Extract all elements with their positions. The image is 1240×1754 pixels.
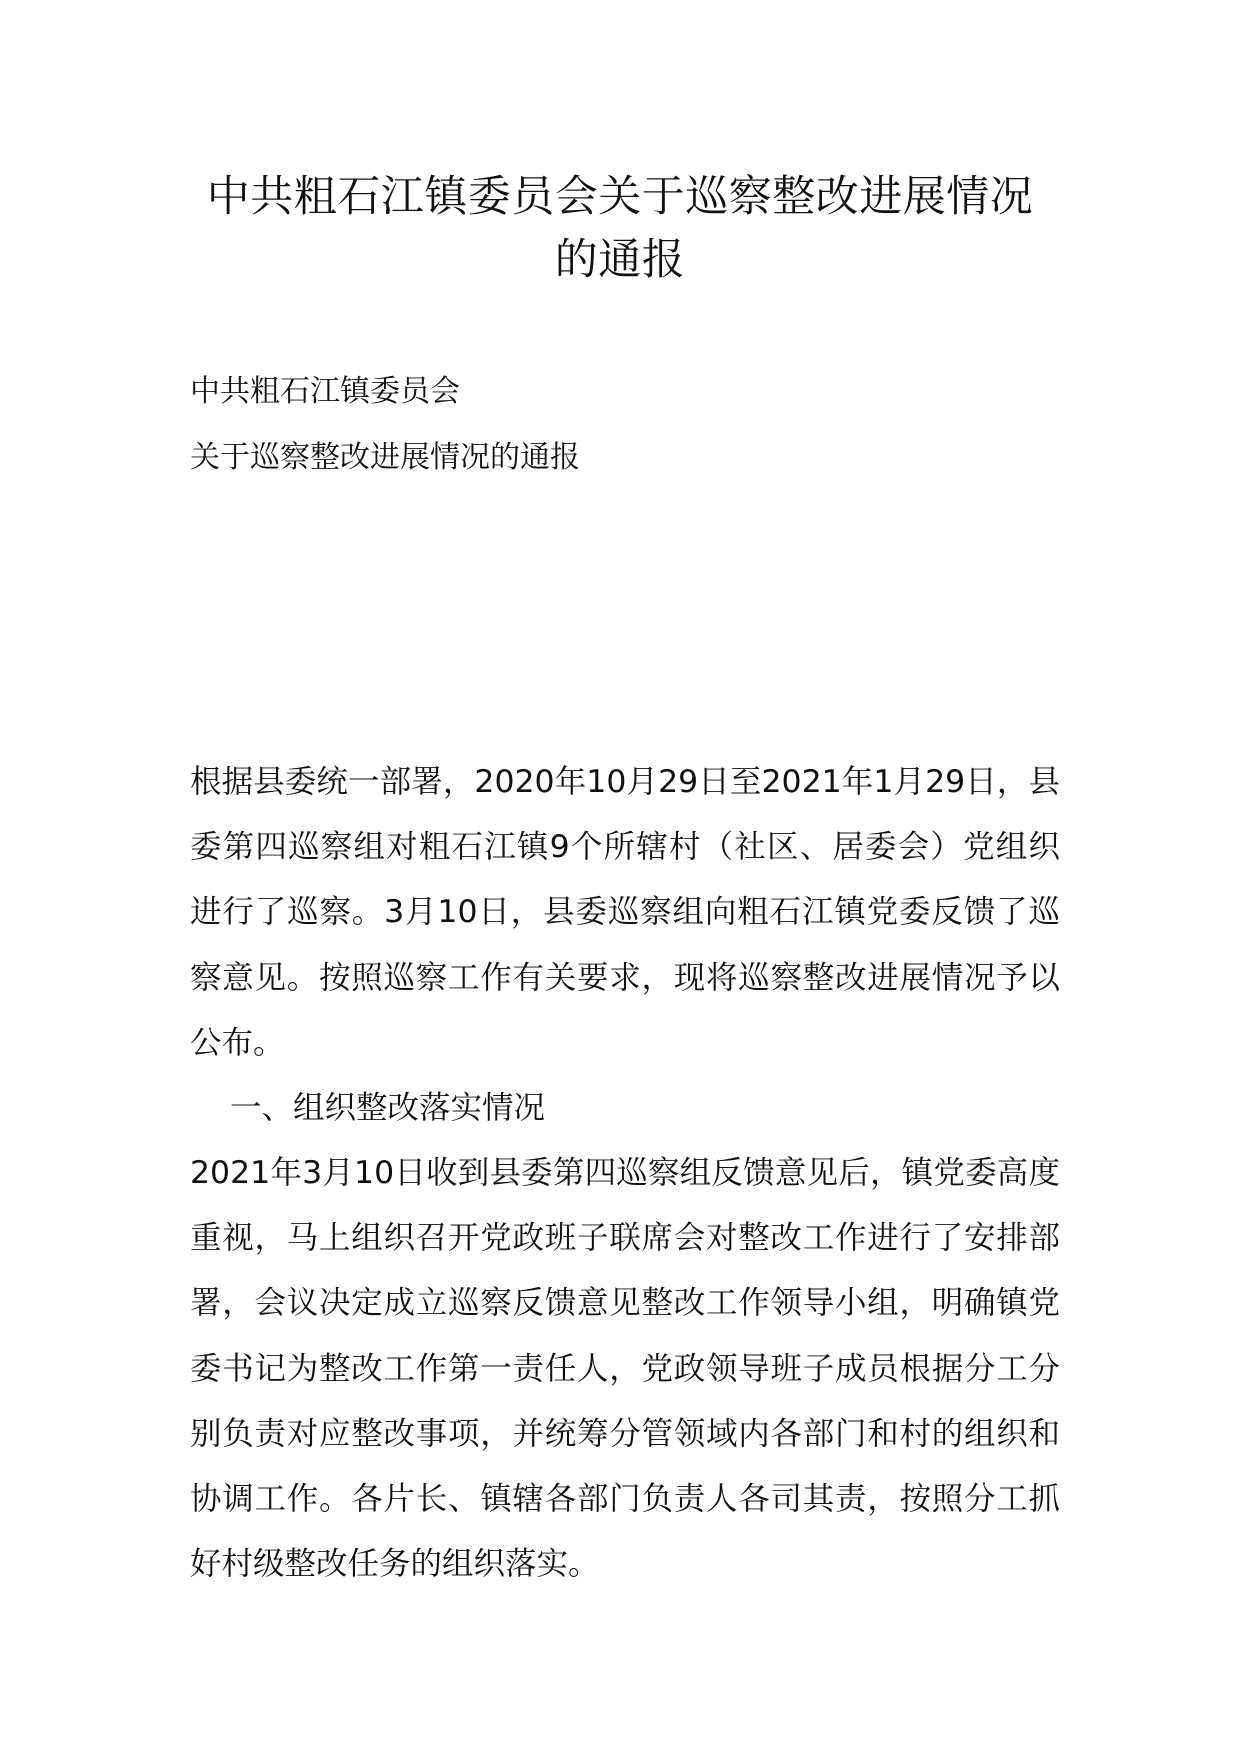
subject-line: 关于巡察整改进展情况的通报 (190, 440, 580, 475)
issuer-line: 中共粗石江镇委员会 (190, 374, 460, 409)
intro-paragraph: 根据县委统一部署，2020年10月29日至2021年1月29日，县委第四巡察组对粗石江镇9个所辖村（社区、居委会）党组织进行了巡察。3月10日，县委巡察组向粗石江镇党委反馈了巡察意见。按照巡察工作有关要求，现将巡察整改进展情况予以公布。 (190, 764, 1060, 1061)
section-heading-organization: 一、组织整改落实情况 (230, 1090, 546, 1126)
organization-paragraph: 2021年3月10日收到县委第四巡察组反馈意见后，镇党委高度重视，马上组织召开党政班子联席会对整改工作进行了安排部署，会议决定成立巡察反馈意见整改工作领导小组，明确镇党委书记为整改工作第一责任人，党政领导班子成员根据分工分别负责对应整改事项，并统筹分管领域内各部门和村的组织和协调工作。各片长、镇辖各部门负责人各司其责，按照分工抓好村级整改任务的组织落实。 (190, 1155, 1060, 1583)
document-title: 中共粗石江镇委员会关于巡察整改进展情况的通报 (206, 172, 1034, 285)
